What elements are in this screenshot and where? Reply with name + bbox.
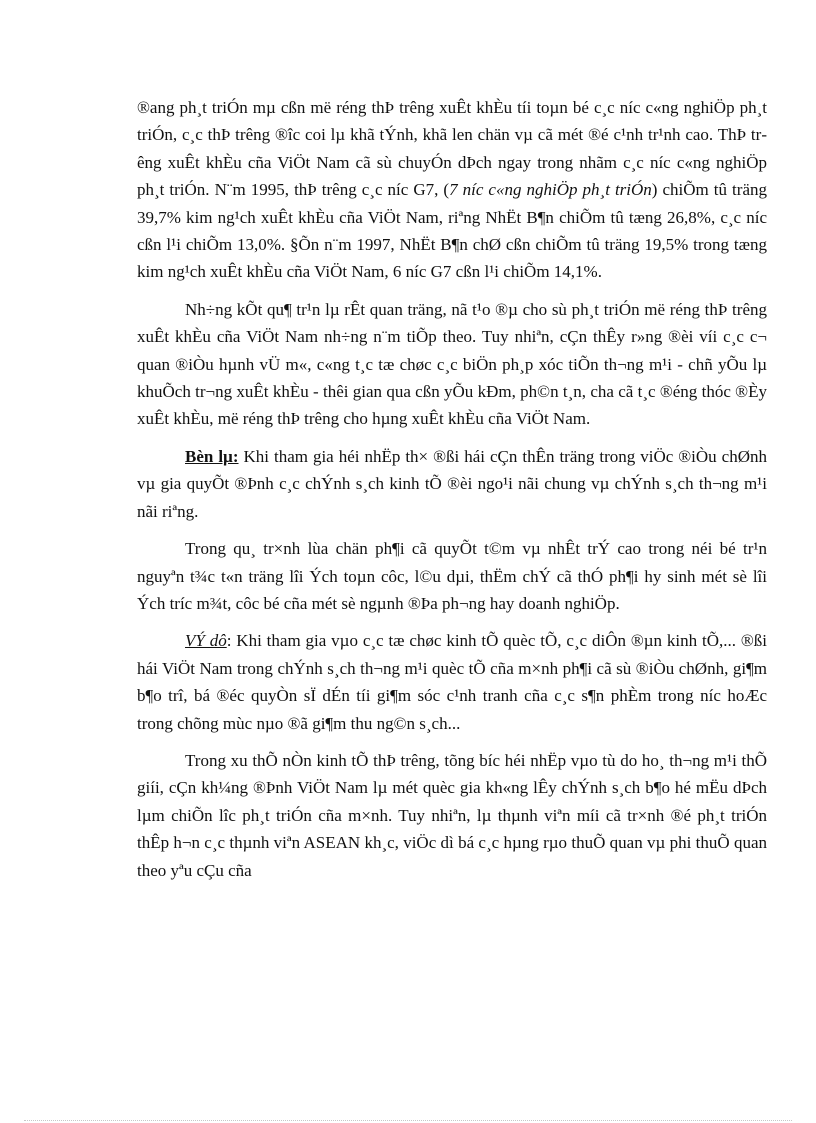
document-body xyxy=(137,94,767,894)
paragraph-1-text-b: ) chiÕm tû träng 39,7% kim ng¹ch xuÊt khÈu cña ViÖt Nam, riªng NhËt B¶n chiÕm tû tæng 26,8%, c¸c níc cßn l¹i chiÕm 13,0%. §Õn n¨m 1997, NhËt B¶n chØ cßn chiÕm tû träng 19,5% trong tæng kim ng¹ch xuÊt khÈu cña ViÖt Nam, 6 níc G7 cßn l¹i chiÕm 14,1%. xyxy=(137,180,767,282)
paragraph-3-text: Khi tham gia héi nhËp th× ®ßi hái cÇn thÊn träng trong viÖc ®iÒu chØnh vµ gia quyÕt ®Þnh c¸c chÝnh s¸ch kinh tÕ ®èi ngo¹i nãi chung vµ chÝnh s¸ch th¬ng m¹i nãi riªng. xyxy=(137,446,767,521)
page-bottom-divider xyxy=(24,1120,792,1121)
paragraph-5-text: : Khi tham gia vµo c¸c tæ chøc kinh tÕ quèc tÕ, c¸c diÔn ®µn kinh tÕ,... ®ßi hái ViÖt Nam trong chÝnh s¸ch th¬ng m¹i quèc tÕ cña m×nh ph¶i cã sù ®iÒu chØnh, gi¶m b¶o trî, bá ®éc quyÒn sÏ dÉn tíi gi¶m sóc c¹nh tranh cña c¸c s¶n phÈm trong níc hoÆc trong chõng mùc nµo ®ã gi¶m thu ng©n s¸ch... xyxy=(137,631,768,733)
paragraph-3-label: Bèn lµ: xyxy=(185,446,239,466)
paragraph-2: Nh÷ng kÕt qu¶ tr¹n lµ rÊt quan träng, nã t¹o ®µ cho sù ph¸t triÓn më réng thÞ trêng xuÊt khÈu cña ViÖt Nam nh÷ng n¨m tiÕp theo. Tuy nhiªn, cÇn thÊy r»ng ®èi víi c¸c c¬ quan ®iÒu hµnh vÜ m«, c«ng t¸c tæ chøc c¸c biÖn ph¸p xóc tiÕn th¬ng m¹i - chñ yÕu lµ khuÕch tr¬ng xuÊt khÈu - thêi gian qua cßn yÕu kÐm, ph©n t¸n, cha cã t¸c ®éng thóc ®Èy xuÊt khÈu, më réng thÞ trêng cho hµng xuÊt khÈu cña ViÖt Nam. xyxy=(137,299,767,429)
paragraph-1-text-a: ®ang ph¸t triÓn mµ cßn më réng thÞ trêng xuÊt khÈu tíi toµn bé c¸c níc c«ng nghiÖp ph¸t triÓn, c¸c thÞ trêng ®îc coi lµ khã tÝnh, khã len chän vµ cã mét ®é c¹nh tr¹nh cao. ThÞ trêng xuÊt khÈu cña ViÖt Nam cã sù chuyÓn dÞch ngay trong nhãm c¸c níc c«ng nghiÖp ph¸t triÓn. N¨m 1995, thÞ trêng c¸c níc G7, ( xyxy=(137,98,767,200)
paragraph-5 xyxy=(137,627,767,737)
paragraph-3 xyxy=(137,443,767,525)
paragraph-1-italic: 7 níc c«ng nghiÖp ph¸t triÓn xyxy=(449,180,652,200)
paragraph-4: Trong qu¸ tr×nh lùa chän ph¶i cã quyÕt t©m vµ nhÊt trÝ cao trong néi bé tr¹n nguyªn t¾c t«n träng lîi Ých toµn côc, l©u dµi, thËm chÝ cã thÓ ph¶i hy sinh mét sè lîi Ých tríc m¾t, côc bé cña mét sè ngµnh ®Þa ph¬ng hay doanh nghiÖp. xyxy=(137,539,767,613)
paragraph-6: Trong xu thÕ nÒn kinh tÕ thÞ trêng, tõng bíc héi nhËp vµo tù do ho¸ th¬ng m¹i thÕ giíi, cÇn kh¼ng ®Þnh ViÖt Nam lµ mét quèc gia kh«ng lÊy chÝnh s¸ch b¶o hé mËu dÞch lµm chiÕn lîc ph¸t triÓn cña m×nh. Tuy nhiªn, lµ thµnh viªn míi cã tr×nh ®é ph¸t triÓn thÊp h¬n c¸c thµnh viªn ASEAN kh¸c, viÖc dì bá c¸c hµng rµo thuÕ quan vµ phi thuÕ quan theo yªu cÇu cña xyxy=(137,750,767,880)
paragraph-1 xyxy=(137,94,767,286)
paragraph-5-label: VÝ dô xyxy=(185,631,227,651)
